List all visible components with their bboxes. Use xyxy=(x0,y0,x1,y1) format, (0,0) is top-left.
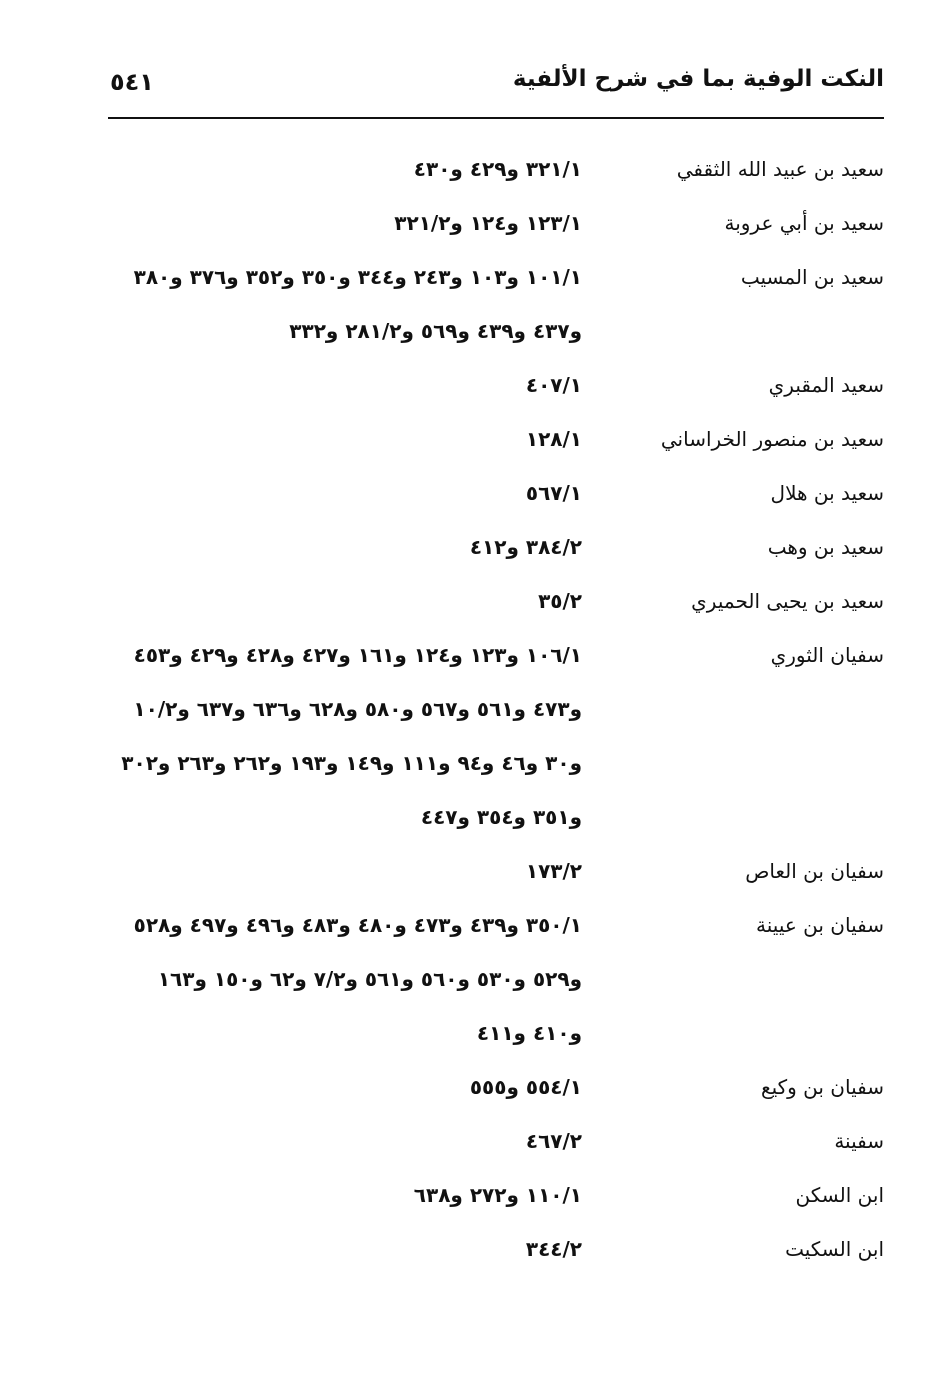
entry-references xyxy=(108,643,582,859)
entry-name: سعيد بن المسيب xyxy=(740,265,884,289)
page-number: ٥٤١ xyxy=(110,68,154,96)
reference-line: ١٢٨/١ xyxy=(525,427,582,451)
entry-name: سعيد بن هلال xyxy=(770,481,884,505)
reference-line: ٥٥٤/١ و٥٥٥ xyxy=(469,1075,582,1099)
entry-name: سعيد بن منصور الخراساني xyxy=(660,427,884,451)
index-entry xyxy=(108,902,884,1064)
reference-line: و٤١٠ و٤١١ xyxy=(476,1021,582,1045)
reference-line: و٤٧٣ و٥٦١ و٥٦٧ و٥٨٠ و٦٢٨ و٦٣٦ و٦٣٧ و١٠/٢ xyxy=(133,697,582,721)
reference-line: ١٢٣/١ و١٢٤ و٣٢١/٢ xyxy=(394,211,582,235)
reference-line: ٣٥/٢ xyxy=(538,589,582,613)
index-entry xyxy=(108,848,884,902)
entry-name: سفيان الثوري xyxy=(770,643,884,667)
reference-line: و٣٠ و٤٦ و٩٤ و١١١ و١٤٩ و١٩٣ و٢٦٢ و٢٦٣ و٣٠٢ xyxy=(121,751,582,775)
entry-name: سفيان بن العاص xyxy=(745,859,884,883)
entry-name: سفيان بن وكيع xyxy=(760,1075,884,1099)
entry-name: سعيد بن يحيى الحميري xyxy=(691,589,884,613)
reference-line: ٥٦٧/١ xyxy=(525,481,582,505)
entry-name: ابن السكيت xyxy=(785,1237,884,1261)
reference-line: ١١٠/١ و٢٧٢ و٦٣٨ xyxy=(413,1183,582,1207)
header-rule xyxy=(108,117,884,119)
index-entry xyxy=(108,578,884,632)
page-header xyxy=(108,66,884,106)
entry-references xyxy=(108,913,582,1075)
entry-name: ابن السكن xyxy=(795,1183,884,1207)
entry-name: سعيد بن أبي عروبة xyxy=(724,211,884,235)
reference-line: و٣٥١ و٣٥٤ و٤٤٧ xyxy=(420,805,582,829)
running-title: النكت الوفية بما في شرح الألفية xyxy=(512,66,884,92)
index-entry xyxy=(108,254,884,362)
entry-name: سعيد المقبري xyxy=(768,373,884,397)
entry-references xyxy=(108,1237,582,1291)
reference-line: و٤٣٧ و٤٣٩ و٥٦٩ و٢٨١/٢ و٣٣٢ xyxy=(289,319,582,343)
index-entry xyxy=(108,362,884,416)
name-index-list xyxy=(108,146,884,1280)
index-entry xyxy=(108,416,884,470)
entry-name: سعيد بن وهب xyxy=(767,535,884,559)
index-entry xyxy=(108,524,884,578)
reference-line: ٣٢١/١ و٤٢٩ و٤٣٠ xyxy=(413,157,582,181)
index-entry xyxy=(108,1172,884,1226)
reference-line: ١٧٣/٢ xyxy=(525,859,582,883)
index-entry xyxy=(108,632,884,848)
reference-line: ٣٤٤/٢ xyxy=(525,1237,582,1261)
reference-line: ٣٨٤/٢ و٤١٢ xyxy=(469,535,582,559)
index-entry xyxy=(108,1226,884,1280)
reference-line: ٤٠٧/١ xyxy=(525,373,582,397)
entry-name: سعيد بن عبيد الله الثقفي xyxy=(676,157,884,181)
index-entry xyxy=(108,146,884,200)
reference-line: ١٠١/١ و١٠٣ و٢٤٣ و٣٤٤ و٣٥٠ و٣٥٢ و٣٧٦ و٣٨٠ xyxy=(133,265,582,289)
entry-name: سفينة xyxy=(834,1129,884,1153)
reference-line: ٤٦٧/٢ xyxy=(525,1129,582,1153)
index-entry xyxy=(108,1118,884,1172)
entry-name: سفيان بن عيينة xyxy=(756,913,884,937)
reference-line: ٣٥٠/١ و٤٣٩ و٤٧٣ و٤٨٠ و٤٨٣ و٤٩٦ و٤٩٧ و٥٢٨ xyxy=(133,913,582,937)
index-entry xyxy=(108,200,884,254)
index-entry xyxy=(108,470,884,524)
reference-line: ١٠٦/١ و١٢٣ و١٢٤ و١٦١ و٤٢٧ و٤٢٨ و٤٢٩ و٤٥٣ xyxy=(133,643,582,667)
reference-line: و٥٢٩ و٥٣٠ و٥٦٠ و٥٦١ و٧/٢ و٦٢ و١٥٠ و١٦٣ xyxy=(157,967,582,991)
entry-references xyxy=(108,265,582,373)
index-entry xyxy=(108,1064,884,1118)
